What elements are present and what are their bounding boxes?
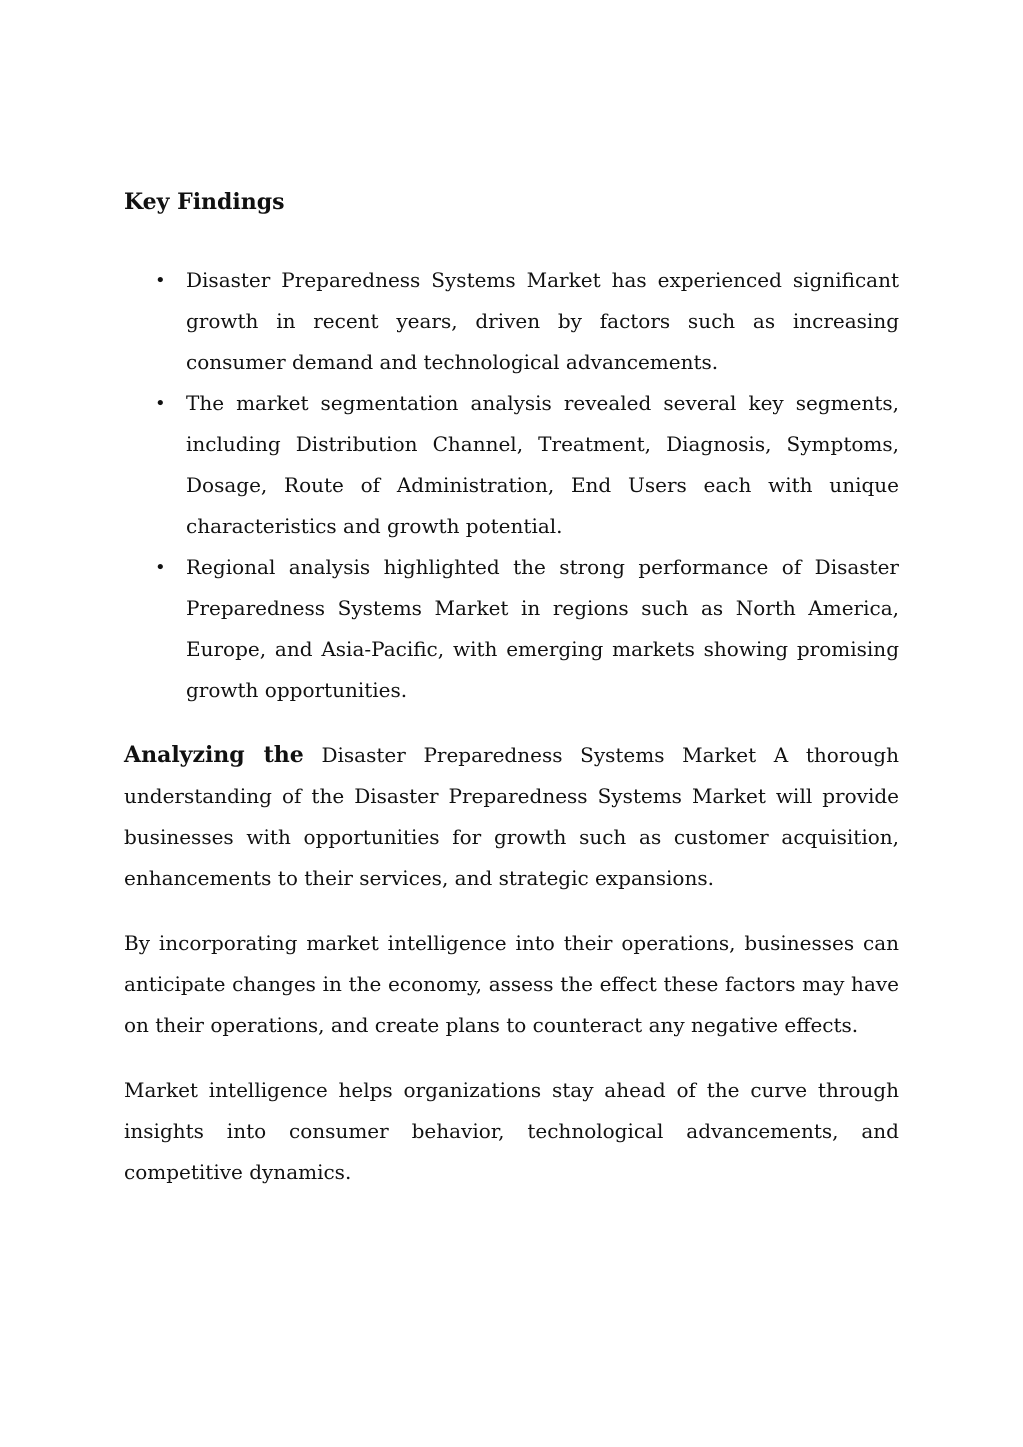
bullet-text: The market segmentation analysis revealed several key segments, including Distribution Channel, Treatment, Diagnosis, Symptoms, Dosage, Route of Administration, End Users each with unique characteristics and growth potential. (186, 391, 899, 538)
market-intelligence-paragraph: By incorporating market intelligence into their operations, businesses can anticipate changes in the economy, assess the effect these factors may have on their operations, and create plans to counteract any negative effects. (124, 931, 899, 1037)
section-heading: Key Findings (124, 189, 285, 215)
curve-paragraph: Market intelligence helps organizations stay ahead of the curve through insights into consumer behavior, technological advancements, and competitive dynamics. (124, 1078, 899, 1184)
bullet-text: Regional analysis highlighted the strong performance of Disaster Preparedness Systems Market in regions such as North America, Europe, and Asia-Pacific, with emerging markets showing promising growth opportunities. (186, 555, 899, 702)
bullet-icon: • (155, 557, 166, 578)
bullet-icon: • (155, 393, 166, 414)
list-item (155, 547, 899, 711)
list-item (155, 260, 899, 383)
analyzing-text: Disaster Preparedness Systems Market A thorough understanding of the Disaster Preparedness Systems Market will provide businesses with opportunities for growth such as customer acquisition, enhancements to their services, and strategic expansions. (124, 743, 899, 890)
document-page (124, 185, 899, 1217)
key-findings-list (124, 260, 899, 711)
analyzing-paragraph (124, 735, 899, 899)
bullet-icon: • (155, 270, 166, 291)
analyzing-lead: Analyzing the (124, 742, 304, 768)
bullet-text: Disaster Preparedness Systems Market has experienced significant growth in recent years, driven by factors such as increasing consumer demand and technological advancements. (186, 268, 899, 374)
list-item (155, 383, 899, 547)
